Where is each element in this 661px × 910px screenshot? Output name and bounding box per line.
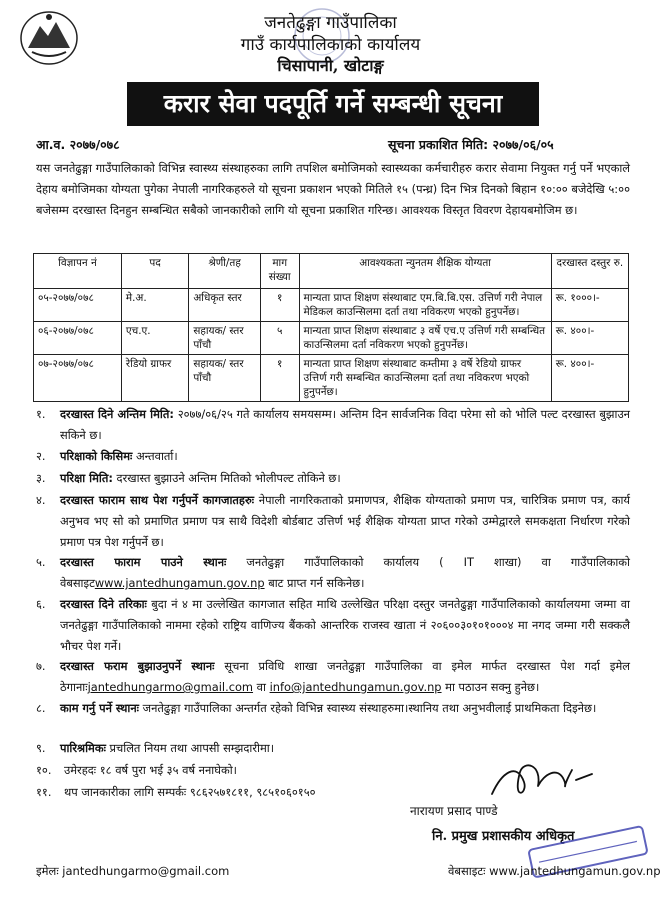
- item-number: २.: [36, 449, 46, 463]
- level: अधिकृत स्तर: [189, 289, 261, 322]
- table-row: [34, 322, 629, 355]
- item-label: काम गर्नु पर्ने स्थानः: [60, 701, 139, 715]
- intro-paragraph: यस जनतेढुङ्गा गाउँपालिकाको विभिन्न स्वास्थ्य संस्थाहरुका लागि तपशिल बमोजिमको स्वास्थ्यका कर्मचारीहरु करार सेवामा नियुक्त गर्नु पर्ने भएकाले देहाय बमोजिमका योग्यता पुगेका नेपाली नागरिकहरुले यो सूचना प्रकाशन भएको मितिले १५ (पन्ध्र) दिन भित्र दिनको बिहान १०:०० बजेदेखि ५:०० बजेसम्म दरखास्त दिनहुन सम्बन्धित सबैको जानकारीको लागि यो सूचना प्रकाशित गरिन्छ। आवश्यक विस्तृत विवरण देहायबमोजिम छ।: [36, 161, 630, 217]
- item-number: ५.: [36, 555, 46, 569]
- item-label: दरखास्त फाराम साथ पेश गर्नुपर्ने कागजातहरुः: [60, 493, 255, 507]
- fee: रू. १०००।-: [551, 289, 628, 322]
- item-text: दरखास्त बुझाउने अन्तिम मितिको भोलीपल्ट तोकिने छ।: [112, 471, 341, 485]
- footer-website: वेबसाइटः www.jantedhungamun.gov.np: [448, 864, 661, 878]
- table-row: [34, 289, 629, 322]
- post: रेडियो ग्राफर: [121, 355, 188, 402]
- vacancy-table: [33, 253, 629, 402]
- qualification: मान्यता प्राप्त शिक्षण संस्थाबाट कम्तीमा ३ वर्षे रेडियो ग्राफर उत्तिर्ण गरी सम्बन्धित काउन्सिलमा दर्ता तथा नविकरण भएको हुनुपर्नेछ।: [299, 355, 551, 402]
- item-text-tail: मा पठाउन सक्नु हुनेछ।: [441, 680, 540, 694]
- fiscal-year: आ.व. २०७७/०७८: [36, 137, 120, 152]
- header-count: माग संख्या: [260, 254, 299, 289]
- qualification: मान्यता प्राप्त शिक्षण संस्थाबाट ३ वर्षे एच.ए उत्तिर्ण गरी सम्बन्धित काउन्सिलमा दर्ता नविकरण भएको हुनुपर्नेछ।: [299, 322, 551, 355]
- fee: रू. ४००।-: [551, 322, 628, 355]
- header-ad-number: विज्ञापन नं: [34, 254, 122, 289]
- office-address: चिसापानी, खोटाङ्ग: [277, 56, 384, 75]
- table-header-row: [34, 254, 629, 289]
- post: मे.अ.: [121, 289, 188, 322]
- ad-number: ०६-२०७७/०७८: [34, 322, 122, 355]
- item-label: परिक्षाको किसिमः: [60, 449, 133, 463]
- notice-title-banner: करार सेवा पदपूर्ति गर्ने सम्बन्धी सूचना: [127, 82, 539, 126]
- header-qualification: आवश्यकता न्युनतम शैक्षिक योग्यता: [299, 254, 551, 289]
- item-text-mid: वा: [253, 680, 270, 694]
- footer-email: इमेलः jantedhungarmo@gmail.com: [36, 864, 230, 878]
- item-number: ८.: [36, 701, 46, 715]
- item-number: ९.: [36, 741, 46, 755]
- item-text: जनतेढुङ्गा गाउँपालिका अन्तर्गत रहेको विभिन्न स्वास्थ्य संस्थाहरुमा।स्थानिय तथा अनुभवीलाई प्राथमिकता दिइनेछ।: [139, 701, 597, 715]
- item-text: प्रचलित नियम तथा आपसी सम्झदारीमा।: [105, 741, 275, 755]
- item-label: दरखास्त दिने तरिकाः: [60, 597, 147, 611]
- header-fee: दरखास्त दस्तुर रु.: [551, 254, 628, 289]
- item-text: जनतेढुङ्गा गाउँपालिकाको कार्यालय ( IT शाखा) वा गाउँपालिकाको वेबसाइट: [60, 555, 630, 590]
- signatory-title: नि. प्रमुख प्रशासकीय अधिकृत: [432, 829, 575, 844]
- qualification: मान्यता प्राप्त शिक्षण संस्थाबाट एम.बि.बि.एस. उत्तिर्ण गरी नेपाल मेडिकल काउन्सिलमा दर्ता तथा नविकरण भएको हुनुपर्नेछ।: [299, 289, 551, 322]
- count: १: [260, 289, 299, 322]
- post: एच.ए.: [121, 322, 188, 355]
- item-number: ३.: [36, 471, 46, 485]
- item-label: दरखास्त फाराम पाउने स्थानः: [60, 555, 227, 569]
- item-number: ६.: [36, 597, 46, 611]
- item-number: ११.: [36, 785, 52, 799]
- item-text: नेपाली नागरिकताको प्रमाणपत्र, शैक्षिक योग्यताको प्रमाण पत्र, चारित्रिक प्रमाण पत्र, कार्य अनुभव भए सो को प्रमाणित प्रमाण पत्र साथै विदेशी बोर्डबाट उत्तिर्ण भई शैक्षिक योग्यता प्राप्त गरेको उम्मेद्वारले समकक्षता निर्धारण गरेको प्रमाण पत्र पेश गर्नुपर्ने छ।: [60, 493, 631, 549]
- published-date: सूचना प्रकाशित मिति: २०७७/०६/०५: [388, 137, 554, 152]
- count: १: [260, 355, 299, 402]
- table-row: [34, 355, 629, 402]
- municipality-name: जनतेढुङ्गा गाउँपालिका: [264, 13, 397, 33]
- item-text: सूचना प्रविधि शाखा जनतेढुङ्गा गाउँपालिका वा इमेल मार्फत दरखास्त पेश गर्दा इमेल ठेगानाः: [60, 659, 630, 694]
- item-number: १.: [36, 407, 46, 421]
- ad-number: ०५-२०७७/०७८: [34, 289, 122, 322]
- item-text: २०७७/०६/२५ गते कार्यालय समयसम्म। अन्तिम दिन सार्वजनिक विदा परेमा सो को भोलि पल्ट दरखास्त बुझाउन सकिने छ।: [60, 407, 631, 442]
- info-email-link[interactable]: info@jantedhungamun.gov.np: [269, 680, 442, 694]
- item-number: १०.: [36, 763, 52, 777]
- item-text: थप जानकारीका लागि सम्पर्कः ९८६२५७१८११, ९८५१०६०१५०: [64, 785, 316, 799]
- item-label: पारिश्रमिकः: [60, 741, 106, 755]
- item-label: दरखास्त दिने अन्तिम मिति:: [60, 407, 174, 421]
- header-post: पद: [121, 254, 188, 289]
- fee: रू. ४००।-: [551, 355, 628, 402]
- signatory-name: नारायण प्रसाद पाण्डे: [410, 804, 498, 818]
- header-level: श्रेणी/तह: [189, 254, 261, 289]
- item-text: बुदा नं ४ मा उल्लेखित कागजात सहित माथि उल्लेखित परिक्षा दस्तुर जनतेढुङ्गा गाउँपालिकाको कार्यालयमा जम्मा वा जनतेढुङ्गा गाउँपालिकाको नाममा रहेको राष्ट्रिय वाणिज्य बैंकको आन्तरिक राजस्व खाता नं २०६००३०१०१०००४ मा नगद जम्मा गरी सक्कलै भौचर पेश गर्ने।: [60, 597, 630, 653]
- level: सहायक/ स्तर पाँचौ: [189, 355, 261, 402]
- item-label: दरखास्त फराम बुझाउनुपर्ने स्थानः: [60, 659, 215, 673]
- email-link[interactable]: jantedhungarmo@gmail.com: [87, 680, 254, 694]
- level: सहायक/ स्तर पाँचौ: [189, 322, 261, 355]
- item-number: ७.: [36, 659, 46, 673]
- count: ५: [260, 322, 299, 355]
- office-name: गाउँ कार्यपालिकाको कार्यालय: [240, 35, 421, 55]
- item-number: ४.: [36, 493, 46, 507]
- item-text: अन्तवार्ता।: [132, 449, 178, 463]
- item-text: उमेरहदः १८ वर्ष पुरा भई ३५ वर्ष ननाघेको।: [64, 763, 238, 777]
- ad-number: ०७-२०७७/०७८: [34, 355, 122, 402]
- website-link[interactable]: www.jantedhungamun.gov.np: [94, 576, 265, 590]
- item-text-tail: बाट प्राप्त गर्न सकिनेछ।: [264, 576, 365, 590]
- item-label: परिक्षा मिति:: [60, 471, 113, 485]
